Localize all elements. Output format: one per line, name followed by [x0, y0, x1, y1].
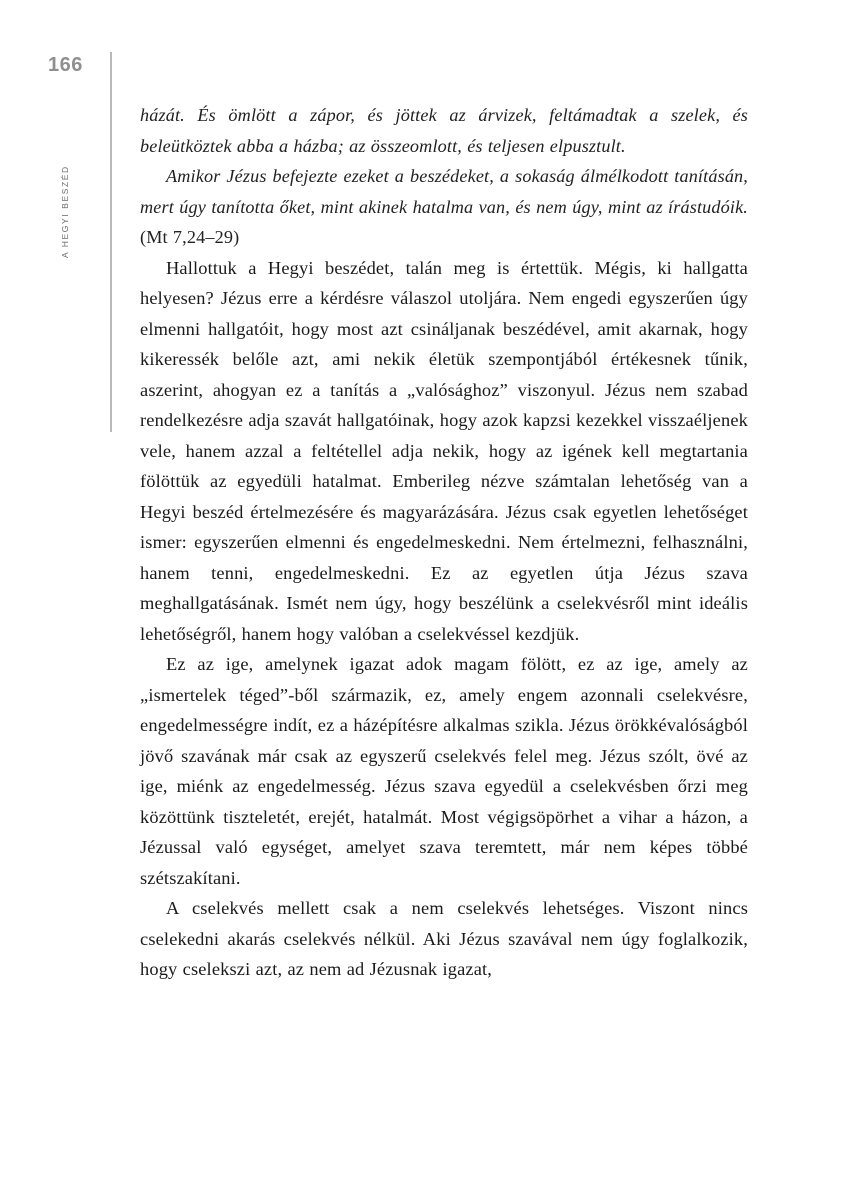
scripture-reference: (Mt 7,24–29): [140, 227, 240, 247]
scripture-paragraph-2: [140, 161, 748, 253]
text-column: [140, 100, 748, 985]
scripture-paragraph-1: házát. És ömlött a zápor, és jöttek az árvizek, feltámadtak a szelek, és beleütköztek abba a házba; az összeomlott, és teljesen elpusztult.: [140, 105, 748, 156]
running-head: [46, 108, 70, 268]
page-number: 166: [48, 54, 83, 76]
running-head-label: A HEGYI BESZÉD: [60, 165, 70, 258]
margin-rule: [110, 52, 112, 432]
body-paragraph-2: Ez az ige, amelynek igazat adok magam fölött, ez az ige, amely az „ismertelek téged”-ből származik, ez, amely engem azonnali cselekvésre, engedelmességre indít, ez a házépítésre alkalmas szikla. Jézus örökkévalóságból jövő szavának már csak az egyszerű cselekvés felel meg. Jézus szólt, övé az ige, miénk az engedelmesség. Jézus szava egyedül a cselekvésben őrzi meg közöttünk tiszteletét, erejét, hatalmát. Most végigsöpörhet a vihar a házon, a Jézussal való egységet, amelyet szava teremtett, már nem képes többé szétszakítani.: [140, 654, 748, 888]
body-paragraph-3: A cselekvés mellett csak a nem cselekvés lehetséges. Viszont nincs cselekedni akarás cselekvés nélkül. Aki Jézus szavával nem úgy foglalkozik, hogy cselekszi azt, az nem ad Jézusnak igazat,: [140, 898, 748, 979]
scripture-paragraph-2-text: Amikor Jézus befejezte ezeket a beszédeket, a sokaság álmélkodott tanításán, mert úgy tanította őket, mint akinek hatalma van, és nem úgy, mint az írástudóik.: [140, 166, 748, 217]
body-paragraph-1: Hallottuk a Hegyi beszédet, talán meg is értettük. Mégis, ki hallgatta helyesen? Jézus erre a kérdésre válaszol utoljára. Nem engedi egyszerűen úgy elmenni hallgatóit, hogy most azt csináljanak beszédével, amit akarnak, hogy kikeressék belőle azt, ami nekik életük szempontjából értékesnek tűnik, aszerint, ahogyan ez a tanítás a „valósághoz” viszonyul. Jézus nem szabad rendelkezésre adja szavát hallgatóinak, hogy azok kapzsi kezekkel visszaéljenek vele, hanem azzal a feltétellel adja nekik, hogy az igének kell megtartania fölöttük az egyedüli hatalmat. Emberileg nézve számtalan lehetőség van a Hegyi beszéd értelmezésére és magyarázására. Jézus csak egyetlen lehetőséget ismer: egyszerűen elmenni és engedelmeskedni. Nem értelmezni, felhasználni, hanem tenni, engedelmeskedni. Ez az egyetlen útja Jézus szava meghallgatásának. Ismét nem úgy, hogy beszélünk a cselekvésről mint ideális lehetőségről, hanem hogy valóban a cselekvéssel kezdjük.: [140, 257, 748, 644]
